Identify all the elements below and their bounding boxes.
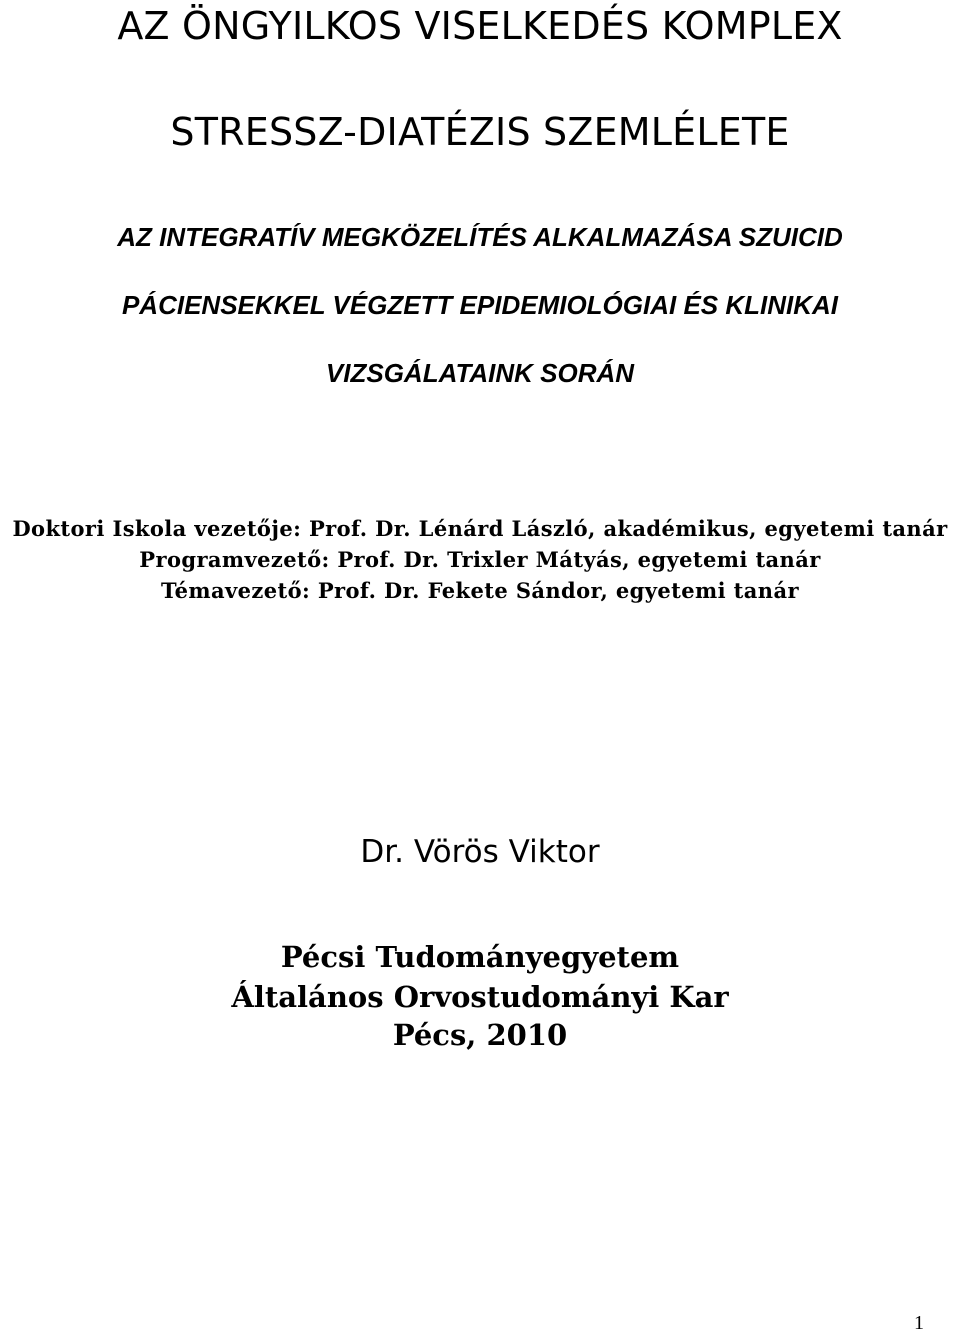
supervisor: Témavezető: Prof. Dr. Fekete Sándor, egyetemi tanár	[161, 578, 799, 603]
university-name: Pécsi Tudományegyetem	[280, 940, 680, 974]
subtitle-line-2: PÁCIENSEKKEL VÉGZETT EPIDEMIOLÓGIAI ÉS KLINIKAI	[121, 290, 839, 320]
title-line-1: AZ ÖNGYILKOS VISELKEDÉS KOMPLEX	[117, 4, 843, 48]
faculty-name: Általános Orvostudományi Kar	[231, 980, 729, 1014]
title-line-2: STRESSZ-DIATÉZIS SZEMLÉLETE	[170, 110, 790, 154]
page-number: 1	[914, 1312, 924, 1334]
author-name: Dr. Vörös Viktor	[360, 834, 600, 870]
program-head: Programvezető: Prof. Dr. Trixler Mátyás, egyetemi tanár	[139, 547, 821, 572]
doctoral-school-head: Doktori Iskola vezetője: Prof. Dr. Lénárd László, akadémikus, egyetemi tanár	[12, 516, 948, 541]
subtitle-line-3: VIZSGÁLATAINK SORÁN	[325, 358, 635, 388]
place-year: Pécs, 2010	[392, 1018, 568, 1052]
subtitle-line-1: AZ INTEGRATÍV MEGKÖZELÍTÉS ALKALMAZÁSA SZUICID	[117, 222, 843, 252]
